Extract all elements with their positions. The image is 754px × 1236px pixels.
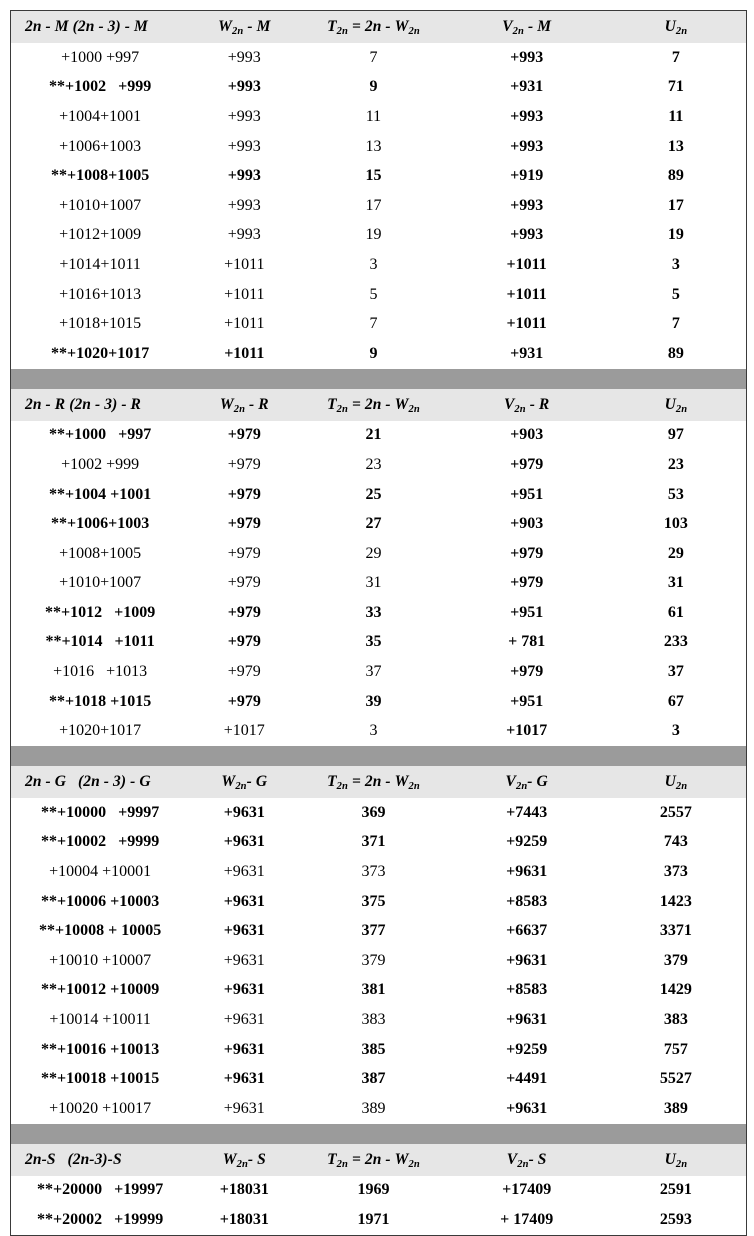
cell-w: +18031 [189,1205,299,1235]
cell-w: +993 [189,102,299,132]
cell-u: 3 [606,716,746,746]
cell-u: 5527 [606,1064,746,1094]
cell-t: 389 [299,1094,447,1124]
cell-t: 1969 [299,1176,447,1206]
cell-t: 3 [299,716,447,746]
cell-u: 2593 [606,1205,746,1235]
table-row [11,828,746,858]
table-row [11,421,746,451]
cell-expr: +1014+1011 [11,250,189,280]
cell-t: 33 [299,598,447,628]
cell-expr: **+1008+1005 [11,161,189,191]
cell-t: 27 [299,509,447,539]
cell-expr: +1018+1015 [11,309,189,339]
table-separator-band [11,369,746,389]
table-row [11,161,746,191]
cell-u: 379 [606,946,746,976]
cell-w: +9631 [189,828,299,858]
table-row [11,857,746,887]
cell-v: +8583 [448,887,606,917]
cell-expr: **+10016 +10013 [11,1035,189,1065]
cell-expr: **+10008 + 10005 [11,916,189,946]
cell-t: 7 [299,309,447,339]
cell-expr: **+10012 +10009 [11,976,189,1006]
cell-v: +993 [448,43,606,73]
cell-expr: **+1002 +999 [11,73,189,103]
cell-v: +4491 [448,1064,606,1094]
cell-u: 233 [606,628,746,658]
cell-u: 61 [606,598,746,628]
header-cell-expr: 2n - G (2n - 3) - G [11,766,189,798]
cell-w: +993 [189,191,299,221]
cell-v: +7443 [448,798,606,828]
numeric-tables [11,11,746,1235]
cell-w: +979 [189,598,299,628]
cell-v: +979 [448,450,606,480]
cell-t: 385 [299,1035,447,1065]
cell-v: +951 [448,598,606,628]
cell-v: +993 [448,221,606,251]
cell-expr: +10020 +10017 [11,1094,189,1124]
table-row [11,132,746,162]
cell-u: 103 [606,509,746,539]
cell-t: 375 [299,887,447,917]
cell-v: +1011 [448,309,606,339]
cell-t: 19 [299,221,447,251]
cell-v: +993 [448,191,606,221]
cell-expr: +1012+1009 [11,221,189,251]
table-row [11,687,746,717]
cell-expr: **+10006 +10003 [11,887,189,917]
cell-w: +979 [189,657,299,687]
cell-u: 7 [606,309,746,339]
table-row [11,1205,746,1235]
cell-u: 1429 [606,976,746,1006]
separator-cell [11,746,746,766]
cell-expr: **+1018 +1015 [11,687,189,717]
cell-u: 389 [606,1094,746,1124]
cell-t: 9 [299,339,447,369]
table-row [11,657,746,687]
cell-w: +1017 [189,716,299,746]
table-header-row-R [11,389,746,421]
cell-v: +979 [448,657,606,687]
cell-w: +1011 [189,339,299,369]
cell-v: + 781 [448,628,606,658]
table-row [11,887,746,917]
table-row [11,1035,746,1065]
cell-expr: **+10000 +9997 [11,798,189,828]
table-row [11,309,746,339]
cell-u: 5 [606,280,746,310]
cell-expr: +1020+1017 [11,716,189,746]
table-row [11,480,746,510]
cell-expr: **+1004 +1001 [11,480,189,510]
header-cell-u: $U_{2n}$ [606,766,746,798]
cell-expr: +10004 +10001 [11,857,189,887]
cell-t: 23 [299,450,447,480]
cell-w: +9631 [189,1094,299,1124]
header-cell-w: $W_{2n}-$ G [189,766,299,798]
cell-expr: +1016+1013 [11,280,189,310]
cell-v: +9631 [448,946,606,976]
cell-expr: **+10018 +10015 [11,1064,189,1094]
header-cell-expr: 2n-S (2n-3)-S [11,1144,189,1176]
header-cell-u: $U_{2n}$ [606,11,746,43]
cell-w: +993 [189,132,299,162]
cell-t: 1971 [299,1205,447,1235]
header-cell-t: $T_{2n} = 2n - W_{2n}$ [299,11,447,43]
cell-v: +6637 [448,916,606,946]
header-cell-t: $T_{2n} = 2n - W_{2n}$ [299,1144,447,1176]
cell-t: 39 [299,687,447,717]
cell-w: +1011 [189,250,299,280]
cell-u: 71 [606,73,746,103]
header-cell-v: $V_{2n}-$ S [448,1144,606,1176]
cell-u: 17 [606,191,746,221]
tables-body [11,11,746,1235]
cell-v: +9631 [448,1094,606,1124]
cell-t: 29 [299,539,447,569]
cell-t: 5 [299,280,447,310]
cell-w: +1011 [189,280,299,310]
cell-w: +9631 [189,946,299,976]
cell-t: 379 [299,946,447,976]
table-row [11,339,746,369]
cell-v: +951 [448,480,606,510]
cell-t: 9 [299,73,447,103]
separator-cell [11,369,746,389]
cell-u: 53 [606,480,746,510]
cell-t: 381 [299,976,447,1006]
cell-u: 383 [606,1005,746,1035]
cell-expr: **+1012 +1009 [11,598,189,628]
cell-u: 89 [606,161,746,191]
cell-v: +919 [448,161,606,191]
cell-t: 371 [299,828,447,858]
cell-w: +18031 [189,1176,299,1206]
table-header-row-G [11,766,746,798]
cell-expr: +10010 +10007 [11,946,189,976]
cell-w: +979 [189,687,299,717]
cell-t: 37 [299,657,447,687]
table-row [11,539,746,569]
cell-u: 37 [606,657,746,687]
cell-v: +1011 [448,280,606,310]
cell-v: +993 [448,132,606,162]
cell-u: 19 [606,221,746,251]
cell-u: 757 [606,1035,746,1065]
cell-w: +1011 [189,309,299,339]
cell-expr: +1010+1007 [11,191,189,221]
cell-expr: +10014 +10011 [11,1005,189,1035]
cell-v: +993 [448,102,606,132]
separator-cell [11,1124,746,1144]
cell-t: 377 [299,916,447,946]
header-cell-w: $W_{2n}$ - R [189,389,299,421]
cell-t: 31 [299,569,447,599]
cell-v: +17409 [448,1176,606,1206]
cell-v: +979 [448,569,606,599]
header-cell-u: $U_{2n}$ [606,389,746,421]
cell-v: +9259 [448,828,606,858]
cell-expr: +1016 +1013 [11,657,189,687]
cell-v: +1017 [448,716,606,746]
header-cell-t: $T_{2n} = 2n - W_{2n}$ [299,389,447,421]
cell-expr: +1008+1005 [11,539,189,569]
cell-w: +979 [189,450,299,480]
cell-expr: **+1020+1017 [11,339,189,369]
table-row [11,916,746,946]
cell-v: +931 [448,73,606,103]
cell-t: 25 [299,480,447,510]
header-cell-u: $U_{2n}$ [606,1144,746,1176]
header-cell-t: $T_{2n} = 2n - W_{2n}$ [299,766,447,798]
table-row [11,1064,746,1094]
cell-v: +9631 [448,1005,606,1035]
cell-v: +8583 [448,976,606,1006]
cell-t: 15 [299,161,447,191]
cell-v: +951 [448,687,606,717]
cell-w: +979 [189,569,299,599]
cell-v: +979 [448,539,606,569]
cell-expr: **+1014 +1011 [11,628,189,658]
table-row [11,976,746,1006]
table-row [11,250,746,280]
cell-v: +9259 [448,1035,606,1065]
table-row [11,569,746,599]
table-header-row-S [11,1144,746,1176]
cell-w: +9631 [189,887,299,917]
cell-t: 35 [299,628,447,658]
cell-u: 1423 [606,887,746,917]
table-row [11,43,746,73]
cell-t: 3 [299,250,447,280]
cell-v: +1011 [448,250,606,280]
cell-w: +979 [189,421,299,451]
cell-expr: **+1006+1003 [11,509,189,539]
cell-t: 21 [299,421,447,451]
cell-u: 89 [606,339,746,369]
cell-t: 373 [299,857,447,887]
table-row [11,73,746,103]
table-row [11,102,746,132]
cell-expr: +1010+1007 [11,569,189,599]
cell-w: +993 [189,73,299,103]
table-header-row-M [11,11,746,43]
tables-frame [10,10,747,1236]
table-row [11,191,746,221]
header-cell-v: $V_{2n}$ - M [448,11,606,43]
table-row [11,1176,746,1206]
header-cell-w: $W_{2n}-$ S [189,1144,299,1176]
cell-u: 3371 [606,916,746,946]
cell-v: +931 [448,339,606,369]
cell-u: 23 [606,450,746,480]
table-row [11,628,746,658]
table-row [11,280,746,310]
cell-v: + 17409 [448,1205,606,1235]
cell-u: 3 [606,250,746,280]
cell-expr: **+20002 +19999 [11,1205,189,1235]
cell-expr: **+20000 +19997 [11,1176,189,1206]
header-cell-v: $V_{2n}-$ G [448,766,606,798]
cell-w: +9631 [189,1035,299,1065]
cell-t: 13 [299,132,447,162]
cell-v: +9631 [448,857,606,887]
cell-expr: +1006+1003 [11,132,189,162]
cell-t: 387 [299,1064,447,1094]
cell-w: +979 [189,480,299,510]
table-row [11,509,746,539]
cell-t: 11 [299,102,447,132]
cell-u: 13 [606,132,746,162]
cell-w: +9631 [189,1064,299,1094]
table-row [11,798,746,828]
cell-w: +993 [189,43,299,73]
cell-v: +903 [448,509,606,539]
cell-t: 17 [299,191,447,221]
table-row [11,716,746,746]
cell-w: +979 [189,539,299,569]
header-cell-w: $W_{2n}$ - M [189,11,299,43]
header-cell-v: $V_{2n}$ - R [448,389,606,421]
cell-v: +903 [448,421,606,451]
cell-w: +9631 [189,857,299,887]
cell-u: 97 [606,421,746,451]
table-row [11,946,746,976]
cell-expr: **+1000 +997 [11,421,189,451]
header-cell-expr: 2n - R (2n - 3) - R [11,389,189,421]
header-cell-expr: 2n - M (2n - 3) - M [11,11,189,43]
cell-u: 2557 [606,798,746,828]
cell-w: +979 [189,509,299,539]
table-row [11,450,746,480]
cell-expr: +1000 +997 [11,43,189,73]
cell-u: 67 [606,687,746,717]
table-separator-band [11,1124,746,1144]
cell-expr: +1004+1001 [11,102,189,132]
table-row [11,598,746,628]
cell-w: +993 [189,161,299,191]
cell-t: 369 [299,798,447,828]
cell-u: 7 [606,43,746,73]
table-row [11,1094,746,1124]
cell-w: +9631 [189,1005,299,1035]
cell-w: +9631 [189,976,299,1006]
cell-u: 743 [606,828,746,858]
cell-t: 383 [299,1005,447,1035]
cell-w: +979 [189,628,299,658]
cell-w: +9631 [189,916,299,946]
table-row [11,1005,746,1035]
cell-t: 7 [299,43,447,73]
cell-u: 373 [606,857,746,887]
cell-w: +993 [189,221,299,251]
cell-w: +9631 [189,798,299,828]
table-row [11,221,746,251]
cell-u: 11 [606,102,746,132]
cell-u: 29 [606,539,746,569]
cell-expr: +1002 +999 [11,450,189,480]
cell-u: 2591 [606,1176,746,1206]
table-separator-band [11,746,746,766]
cell-u: 31 [606,569,746,599]
cell-expr: **+10002 +9999 [11,828,189,858]
